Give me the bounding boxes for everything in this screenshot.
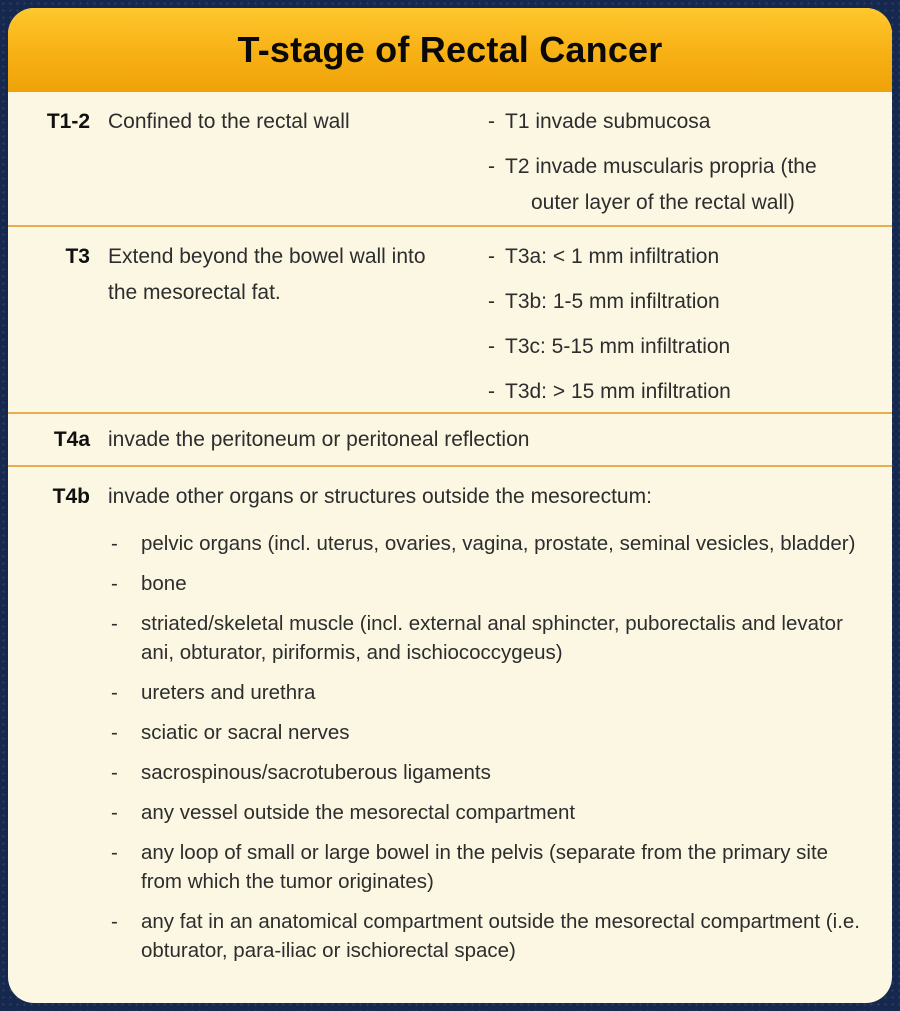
dash-bullet: - bbox=[111, 681, 118, 704]
stage-description-t4b: invade other organs or structures outside the mesorectum: bbox=[108, 485, 652, 508]
dash-bullet: - bbox=[111, 841, 118, 864]
table-header bbox=[8, 8, 892, 92]
list-item bbox=[111, 838, 862, 896]
detail-item bbox=[488, 374, 868, 410]
bullet-text: ureters and urethra bbox=[141, 681, 316, 704]
dash-bullet: - bbox=[111, 721, 118, 744]
stage-label-t4a: T4a bbox=[53, 428, 90, 451]
stage-label-t4b: T4b bbox=[52, 485, 90, 508]
detail-item bbox=[488, 104, 868, 140]
dash-bullet: - bbox=[111, 801, 118, 824]
bullet-text: bone bbox=[141, 572, 187, 595]
table-row-t4b bbox=[8, 465, 892, 987]
detail-text: T3b: 1-5 mm infiltration bbox=[505, 290, 720, 313]
stage-details-t3 bbox=[456, 239, 868, 419]
detail-text: T3a: < 1 mm infiltration bbox=[505, 245, 720, 268]
t4b-bullet-list bbox=[111, 529, 862, 976]
dash-bullet: - bbox=[111, 572, 118, 595]
t-stage-table-card bbox=[8, 8, 892, 1003]
bullet-text: sacrospinous/sacrotuberous ligaments bbox=[141, 761, 491, 784]
detail-text: T1 invade submucosa bbox=[505, 110, 711, 133]
bullet-text: sciatic or sacral nerves bbox=[141, 721, 350, 744]
list-item bbox=[111, 718, 862, 747]
stage-description-t4a: invade the peritoneum or peritoneal reflection bbox=[108, 428, 530, 451]
dash-bullet: - bbox=[488, 245, 495, 268]
bullet-text: any fat in an anatomical compartment outside the mesorectal compartment (i.e. obturator, para-iliac or ischiorectal space) bbox=[141, 910, 860, 962]
bullet-text: pelvic organs (incl. uterus, ovaries, vagina, prostate, seminal vesicles, bladder) bbox=[141, 532, 856, 555]
dash-bullet: - bbox=[488, 290, 495, 313]
table-row-t4a bbox=[8, 412, 892, 465]
stage-details-t1-2 bbox=[456, 104, 868, 230]
stage-description-t3: Extend beyond the bowel wall into the mesorectal fat. bbox=[108, 245, 426, 304]
dash-bullet: - bbox=[488, 155, 495, 178]
dash-bullet: - bbox=[111, 910, 118, 933]
detail-text: T2 invade muscularis propria (the outer layer of the rectal wall) bbox=[505, 155, 817, 214]
list-item bbox=[111, 529, 862, 558]
dash-bullet: - bbox=[111, 612, 118, 635]
dash-bullet: - bbox=[111, 532, 118, 555]
list-item bbox=[111, 678, 862, 707]
detail-text: T3c: 5-15 mm infiltration bbox=[505, 335, 731, 358]
stage-label-t3: T3 bbox=[65, 245, 90, 268]
list-item bbox=[111, 907, 862, 965]
detail-text: T3d: > 15 mm infiltration bbox=[505, 380, 731, 403]
table-row-t1-2 bbox=[8, 92, 892, 225]
table-row-t3 bbox=[8, 225, 892, 412]
bullet-text: any loop of small or large bowel in the pelvis (separate from the primary site from which the tumor originates) bbox=[141, 841, 829, 893]
detail-item bbox=[488, 284, 868, 320]
page-title: T-stage of Rectal Cancer bbox=[237, 29, 663, 70]
detail-item bbox=[488, 329, 868, 365]
detail-item bbox=[488, 239, 868, 275]
stage-description-t1-2: Confined to the rectal wall bbox=[108, 110, 350, 133]
list-item bbox=[111, 569, 862, 598]
bullet-text: striated/skeletal muscle (incl. external anal sphincter, puborectalis and levator ani, obturator, piriformis, and ischiococcygeus) bbox=[141, 612, 843, 664]
dash-bullet: - bbox=[111, 761, 118, 784]
list-item bbox=[111, 798, 862, 827]
detail-item bbox=[488, 149, 868, 221]
dash-bullet: - bbox=[488, 110, 495, 133]
dash-bullet: - bbox=[488, 380, 495, 403]
dash-bullet: - bbox=[488, 335, 495, 358]
list-item bbox=[111, 758, 862, 787]
stage-label-t1-2: T1-2 bbox=[46, 110, 90, 133]
bullet-text: any vessel outside the mesorectal compartment bbox=[141, 801, 576, 824]
list-item bbox=[111, 609, 862, 667]
